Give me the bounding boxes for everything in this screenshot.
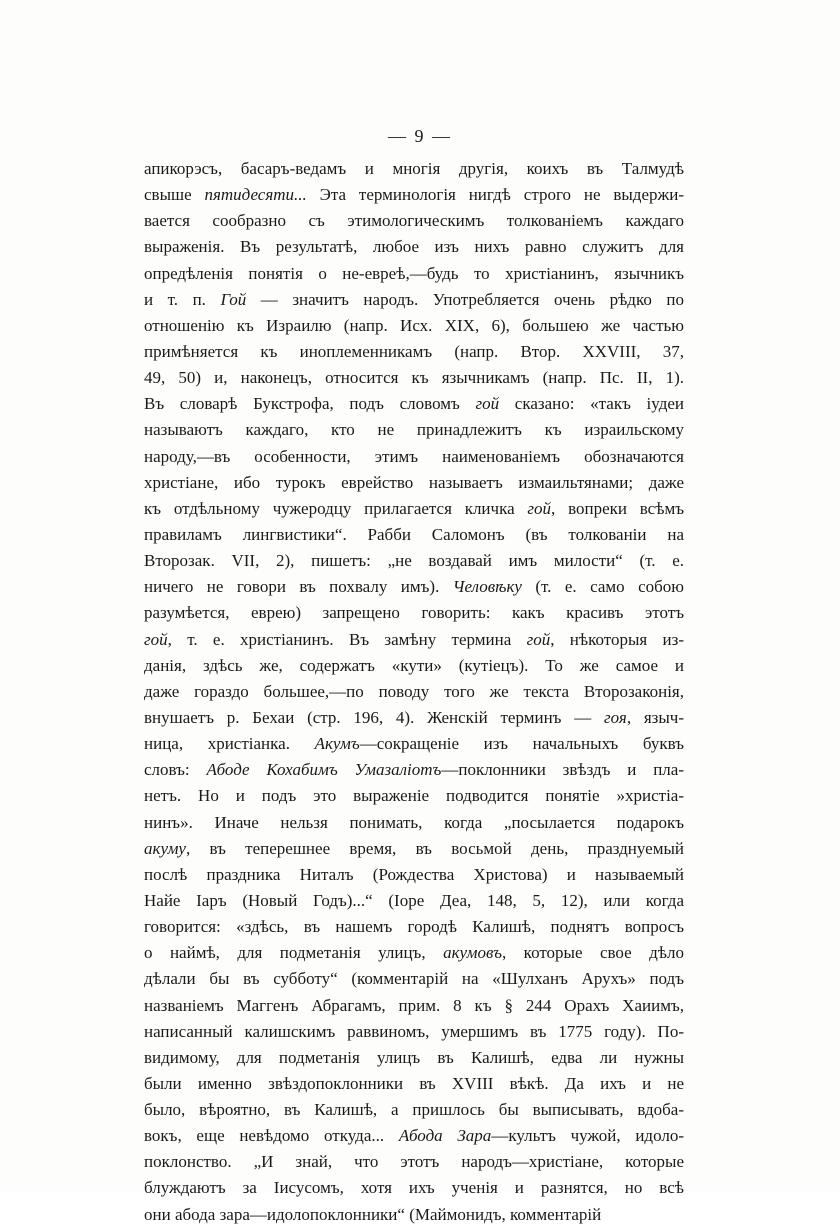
text-line bbox=[144, 705, 684, 731]
text-segment: было, вѣроятно, въ Калишѣ, а пришлось бы выписывать, вдоба- bbox=[144, 1100, 684, 1120]
text-line bbox=[144, 940, 684, 966]
text-line bbox=[144, 391, 684, 417]
text-segment: и т. п. bbox=[144, 289, 221, 309]
text-line bbox=[144, 1071, 684, 1097]
body-text bbox=[144, 156, 684, 1228]
text-line bbox=[144, 156, 684, 182]
text-segment: —культъ чужой, идоло- bbox=[491, 1126, 684, 1146]
text-line bbox=[144, 862, 684, 888]
text-line bbox=[144, 444, 684, 470]
text-segment: ничего не говори въ похвалу имъ). bbox=[144, 577, 453, 597]
text-segment: они абода зара—идолопоклонники“ (Маймонидъ, комментарій bbox=[144, 1204, 602, 1224]
text-line bbox=[144, 627, 684, 653]
text-line bbox=[144, 1045, 684, 1071]
text-segment: , которые свое дѣло bbox=[501, 943, 684, 963]
text-segment: Въ словарѣ Букстрофа, подъ словомъ bbox=[144, 394, 476, 414]
text-line bbox=[144, 365, 684, 391]
text-segment: даже гораздо большее,—по поводу того же текста Второзаконія, bbox=[144, 681, 684, 701]
text-line bbox=[144, 1097, 684, 1123]
text-line bbox=[144, 1019, 684, 1045]
text-line bbox=[144, 574, 684, 600]
text-segment: внушаетъ р. Бехаи (стр. 196, 4). Женскій терминъ — bbox=[144, 707, 604, 727]
text-line bbox=[144, 470, 684, 496]
text-line bbox=[144, 548, 684, 574]
text-line bbox=[144, 1202, 684, 1228]
text-segment: дѣлали бы въ субботу“ (комментарій на «Шулханъ Арухъ» подъ bbox=[144, 969, 684, 989]
text-segment: къ отдѣльному чужеродцу прилагается кличка bbox=[144, 498, 528, 518]
text-segment: блуждаютъ за Іисусомъ, хотя ихъ ученія и разнятся, но всѣ bbox=[144, 1178, 684, 1198]
text-segment: опредѣленія понятія о не-евреѣ,—будь то христіанинъ, язычникъ bbox=[144, 263, 684, 283]
text-segment: , вопреки всѣмъ bbox=[551, 498, 684, 518]
text-segment: поклонство. „И знай, что этотъ народъ—христіане, которые bbox=[144, 1152, 684, 1172]
text-segment: (т. е. само собою bbox=[521, 577, 684, 597]
text-line bbox=[144, 679, 684, 705]
text-line bbox=[144, 914, 684, 940]
text-segment: вокъ, еще невѣдомо откуда... bbox=[144, 1126, 399, 1146]
text-line bbox=[144, 783, 684, 809]
text-line bbox=[144, 1149, 684, 1175]
text-segment: нинъ». Иначе нельзя понимать, когда „посылается подарокъ bbox=[144, 812, 684, 832]
italic-term: пятидесяти... bbox=[204, 185, 307, 205]
text-segment: выраженія. Въ результатѣ, любое изъ нихъ равно служитъ для bbox=[144, 237, 684, 257]
text-line bbox=[144, 731, 684, 757]
text-segment: ница, христіанка. bbox=[144, 734, 315, 754]
text-segment: говорится: «здѣсь, въ нашемъ городѣ Калишѣ, поднятъ вопросъ bbox=[144, 917, 684, 937]
text-segment: названіемъ Маггенъ Абрагамъ, прим. 8 къ § 244 Орахъ Хаиимъ, bbox=[144, 995, 684, 1015]
text-segment: называютъ каждаго, кто не принадлежитъ къ израильскому bbox=[144, 420, 684, 440]
text-line bbox=[144, 600, 684, 626]
text-segment: отношенію къ Израилю (напр. Исх. XIX, 6), большею же частью bbox=[144, 315, 684, 335]
italic-term: акуму bbox=[144, 838, 186, 858]
italic-term: Абоде Кохабимъ Умазалiотъ bbox=[206, 760, 442, 780]
text-segment: словъ: bbox=[144, 760, 207, 780]
text-segment: послѣ праздника Ниталъ (Рождества Христова) и называемый bbox=[144, 864, 684, 884]
text-line bbox=[144, 522, 684, 548]
text-line bbox=[144, 888, 684, 914]
text-segment: Второзак. VII, 2), пишетъ: „не воздавай имъ милости“ (т. е. bbox=[144, 551, 684, 571]
italic-term: Гой bbox=[220, 289, 247, 309]
text-segment: христіане, ибо турокъ еврейство называетъ измаильтянами; даже bbox=[144, 472, 684, 492]
text-line bbox=[144, 653, 684, 679]
text-segment: —сокращеніе изъ начальныхъ буквъ bbox=[359, 734, 684, 754]
text-line bbox=[144, 496, 684, 522]
text-line bbox=[144, 208, 684, 234]
text-segment: апикорэсъ, басаръ-ведамъ и многія другія, коихъ въ Талмудѣ bbox=[144, 159, 684, 178]
italic-term: Абода Зара bbox=[398, 1126, 492, 1146]
text-segment: видимому, для подметанія улицъ въ Калишѣ, едва ли нужны bbox=[144, 1047, 684, 1067]
text-line bbox=[144, 966, 684, 992]
text-line bbox=[144, 261, 684, 287]
text-segment: , въ теперешнее время, въ восьмой день, празднуемый bbox=[185, 838, 684, 858]
text-segment: данія, здѣсь же, содержатъ «кути» (кутіецъ). То же самое и bbox=[144, 655, 684, 675]
text-segment: о наймѣ, для подметанія улицъ, bbox=[144, 943, 444, 963]
text-line bbox=[144, 417, 684, 443]
text-segment: свыше bbox=[144, 185, 205, 205]
text-segment: 49, 50) и, наконецъ, относится къ язычникамъ (напр. Пс. II, 1). bbox=[144, 368, 684, 388]
text-segment: нетъ. Но и подъ это выраженіе подводится понятіе »христіа- bbox=[144, 786, 684, 806]
italic-term: гой bbox=[144, 629, 168, 649]
text-segment: —поклонники звѣздъ и пла- bbox=[441, 760, 684, 780]
text-line bbox=[144, 1175, 684, 1201]
text-segment: примѣняется къ иноплеменникамъ (напр. Втор. XXVIII, 37, bbox=[144, 341, 684, 361]
page-number: — 9 — bbox=[388, 126, 452, 146]
text-segment: , нѣкоторыя из- bbox=[550, 629, 684, 649]
text-line bbox=[144, 1123, 684, 1149]
text-line bbox=[144, 287, 684, 313]
text-line bbox=[144, 836, 684, 862]
text-segment: Найе Іаръ (Новый Годъ)...“ (Іоре Деа, 148, 5, 12), или когда bbox=[144, 890, 684, 910]
text-segment: правиламъ лингвистики“. Рабби Саломонъ (въ толкованіи на bbox=[144, 524, 684, 544]
text-segment: — значитъ народъ. Употребляется очень рѣдко по bbox=[246, 289, 684, 309]
text-segment: разумѣется, еврею) запрещено говорить: какъ красивъ этотъ bbox=[144, 603, 684, 623]
text-segment: сказано: «такъ іудеи bbox=[499, 394, 684, 414]
text-line bbox=[144, 810, 684, 836]
text-line bbox=[144, 993, 684, 1019]
text-segment: народу,—въ особенности, этимъ наименованіемъ обозначаются bbox=[144, 446, 684, 466]
text-line bbox=[144, 339, 684, 365]
italic-term: гой bbox=[526, 629, 551, 649]
italic-term: Человѣку bbox=[452, 577, 522, 597]
italic-term: гой bbox=[475, 394, 500, 414]
italic-term: акумовъ bbox=[443, 943, 502, 963]
text-segment: Эта терминологія нигдѣ строго не выдержи- bbox=[306, 185, 684, 205]
text-line bbox=[144, 182, 684, 208]
text-segment: написанный калишскимъ раввиномъ, умершимъ въ 1775 году). По- bbox=[144, 1021, 684, 1041]
text-segment: были именно звѣздопоклонники въ XVIII вѣкѣ. Да ихъ и не bbox=[144, 1073, 684, 1093]
text-line bbox=[144, 234, 684, 260]
italic-term: гоя bbox=[604, 707, 627, 727]
italic-term: Акумъ bbox=[314, 734, 360, 754]
text-line bbox=[144, 757, 684, 783]
text-segment: вается сообразно съ этимологическимъ толкованіемъ каждаго bbox=[144, 211, 684, 231]
italic-term: гой bbox=[527, 498, 552, 518]
text-line bbox=[144, 313, 684, 339]
text-segment: , т. е. христіанинъ. Въ замѣну термина bbox=[167, 629, 527, 649]
text-segment: , языч- bbox=[626, 707, 684, 727]
